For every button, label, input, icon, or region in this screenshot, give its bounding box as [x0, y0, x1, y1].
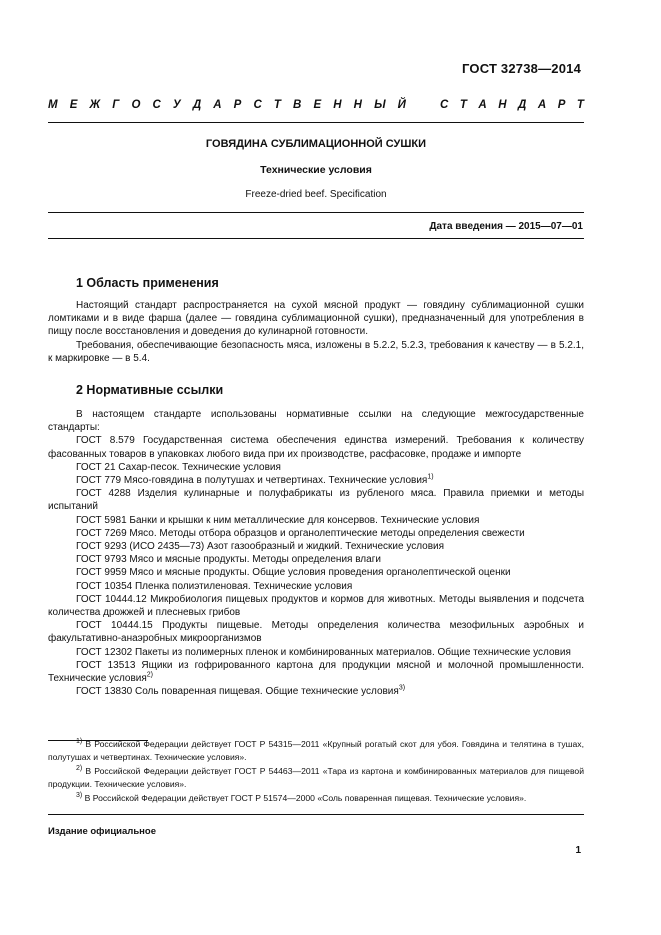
reference-item: ГОСТ 5981 Банки и крышки к ним металлические для консервов. Технические условия — [76, 514, 480, 526]
section-1-heading: 1 Область применения — [76, 276, 219, 290]
reference-item: ГОСТ 10444.12 Микробиология пищевых продуктов и кормов для животных. Методы выявления и подсчета количества дрожжей и плесневых грибов — [48, 593, 584, 619]
reference-item: ГОСТ 13830 Соль поваренная пищевая. Общие технические условия$^{3)}$ — [76, 684, 406, 698]
section-1-paragraph: Требования, обеспечивающие безопасность мяса, изложены в 5.2.2, 5.2.3, требования к качеству — в 5.2.1, к маркировке — в 5.4. — [48, 339, 584, 364]
reference-item: ГОСТ 21 Сахар-песок. Технические условия — [76, 461, 281, 473]
reference-item: ГОСТ 779 Мясо-говядина в полутушах и четвертинах. Технические условия$^{1)}$ — [76, 473, 434, 487]
footnote-item: $^{2)}$ В Российской Федерации действует ГОСТ Р 54463—2011 «Тара из картона и комбинированных материалов для пищевой продукции. Технические условия». — [48, 765, 584, 789]
introduction-date: Дата введения — 2015—07—01 — [429, 221, 583, 232]
standard-type-word-2: С Т А Н Д А Р Т — [440, 99, 584, 111]
footnote-ref: 2) — [146, 671, 154, 679]
footnotes — [48, 738, 584, 807]
reference-item: ГОСТ 10444.15 Продукты пищевые. Методы определения количества мезофильных аэробных и факультативно-анаэробных микроорганизмов — [48, 620, 584, 645]
document-number: ГОСТ 32738—2014 — [462, 61, 581, 76]
title-rule — [48, 212, 584, 213]
edition-label: Издание официальное — [48, 826, 156, 837]
footnote-mark: 3) — [76, 792, 83, 800]
footnote-item: $^{1)}$ В Российской Федерации действует ГОСТ Р 54315—2011 «Крупный рогатый скот для убоя. Говядина и телятина в тушах, полутушах и четвертинах. Технические условия». — [48, 738, 584, 762]
page-number: 1 — [575, 845, 581, 856]
footnote-item: $^{3)}$ В Российской Федерации действует ГОСТ Р 51574—2000 «Соль поваренная пищевая. Технические условия». — [76, 792, 527, 804]
document-subtitle: Технические условия — [260, 164, 372, 176]
reference-item: ГОСТ 9793 Мясо и мясные продукты. Методы определения влаги — [76, 554, 381, 566]
document-title-english: Freeze-dried beef. Specification — [245, 189, 387, 200]
reference-item: ГОСТ 8.579 Государственная система обеспечения единства измерений. Требования к количеству фасованных товаров в упаковках любого вида при их производстве, расфасовке, продаже и импорте — [48, 435, 584, 460]
footnote-mark: 1) — [76, 738, 83, 746]
footer-rule — [48, 814, 584, 815]
reference-item: ГОСТ 9959 Мясо и мясные продукты. Общие условия проведения органолептической оценки — [76, 567, 511, 579]
footnote-ref: 1) — [427, 473, 434, 481]
footnote-mark: 2) — [76, 765, 83, 773]
section-2-intro: В настоящем стандарте использованы нормативные ссылки на следующие межгосударственные стандарты: — [48, 409, 584, 434]
reference-item: ГОСТ 4288 Изделия кулинарные и полуфабрикаты из рубленого мяса. Правила приемки и методы испытаний — [48, 488, 584, 513]
standard-type-line — [48, 99, 584, 111]
footnote-ref: 3) — [398, 684, 406, 692]
reference-item: ГОСТ 13513 Ящики из гофрированного картона для продукции мясной и молочной промышленности. Технические условия$^{2)}$ — [48, 659, 584, 685]
date-rule — [48, 238, 584, 239]
section-1-paragraph: Настоящий стандарт распространяется на сухой мясной продукт — говядину сублимационной сушки ломтиками и в виде фарша (далее — говядина сублимационной сушки), предназначенный для употребления в пищу после восстановления и доведения до кулинарной готовности. — [48, 300, 584, 338]
header-rule — [48, 122, 584, 123]
section-2-heading: 2 Нормативные ссылки — [76, 383, 224, 397]
section-1-body — [48, 299, 584, 365]
document-title: ГОВЯДИНА СУБЛИМАЦИОННОЙ СУШКИ — [205, 138, 427, 150]
reference-item: ГОСТ 10354 Пленка полиэтиленовая. Технические условия — [76, 580, 353, 592]
standard-type-word-1: М Е Ж Г О С У Д А Р С Т В Е Н Н Ы Й — [48, 99, 406, 111]
section-2-body — [48, 408, 584, 698]
reference-item: ГОСТ 12302 Пакеты из полимерных пленок и комбинированных материалов. Общие технические условия — [76, 646, 571, 658]
reference-item: ГОСТ 7269 Мясо. Методы отбора образцов и органолептические методы определения свежести — [76, 527, 525, 539]
reference-item: ГОСТ 9293 (ИСО 2435—73) Азот газообразный и жидкий. Технические условия — [76, 541, 445, 553]
